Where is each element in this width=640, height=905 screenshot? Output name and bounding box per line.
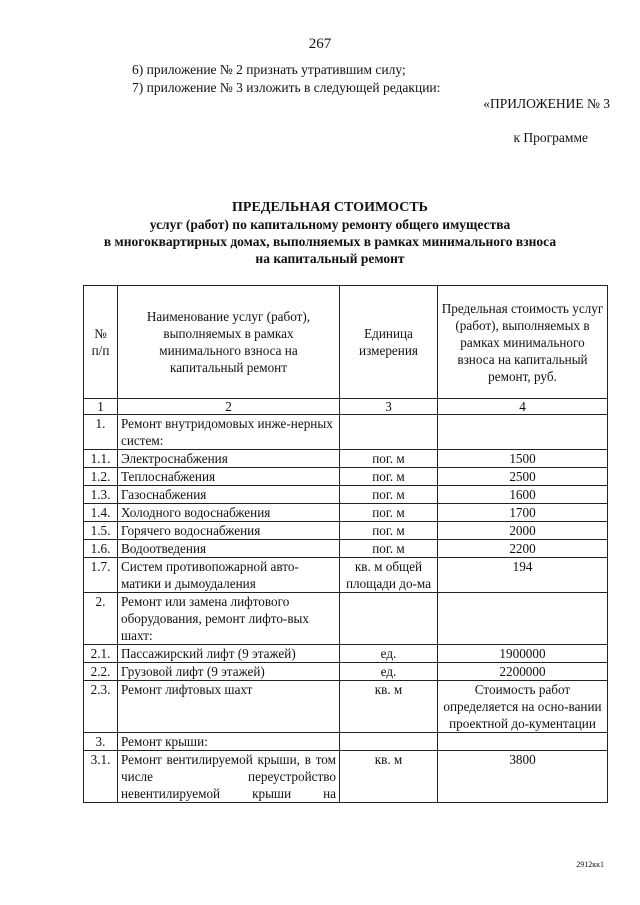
header-service-name: Наименование услуг (работ), выполняемых в рамках минимального взноса на капитальный ремонт bbox=[118, 286, 340, 399]
row-price bbox=[438, 415, 608, 450]
row-number: 1.6. bbox=[84, 540, 118, 558]
row-name: Газоснабжения bbox=[118, 486, 340, 504]
col-number-4: 4 bbox=[438, 399, 608, 415]
row-name: Ремонт лифтовых шахт bbox=[118, 681, 340, 733]
row-name: Ремонт внутридомовых инже-нерных систем: bbox=[118, 415, 340, 450]
row-price: 3800 bbox=[438, 751, 608, 803]
row-name: Грузовой лифт (9 этажей) bbox=[118, 663, 340, 681]
document-code-stamp: 2912кк1 bbox=[576, 860, 604, 869]
row-name: Ремонт вентилируемой крыши, в том числе переустройство невентилируемой крыши на bbox=[118, 751, 340, 803]
amendment-item-7: 7) приложение № 3 изложить в следующей редакции: bbox=[132, 80, 441, 95]
row-name: Пассажирский лифт (9 этажей) bbox=[118, 645, 340, 663]
row-unit bbox=[340, 593, 438, 645]
row-unit bbox=[340, 415, 438, 450]
title-line-2: услуг (работ) по капитальному ремонту общего имущества bbox=[149, 217, 511, 232]
table-row bbox=[84, 450, 608, 468]
row-number: 1.5. bbox=[84, 522, 118, 540]
row-price: 194 bbox=[438, 558, 608, 593]
row-unit: ед. bbox=[340, 663, 438, 681]
row-price: Стоимость работ определяется на осно-вании проектной до-кументации bbox=[438, 681, 608, 733]
table-row bbox=[84, 751, 608, 803]
table-row bbox=[84, 663, 608, 681]
row-name: Систем противопожарной авто-матики и дымоудаления bbox=[118, 558, 340, 593]
row-number: 3. bbox=[84, 733, 118, 751]
table-row bbox=[84, 645, 608, 663]
row-unit: пог. м bbox=[340, 468, 438, 486]
row-unit: кв. м bbox=[340, 751, 438, 803]
row-number: 2.1. bbox=[84, 645, 118, 663]
table-row bbox=[84, 540, 608, 558]
row-name: Электроснабжения bbox=[118, 450, 340, 468]
row-name: Теплоснабжения bbox=[118, 468, 340, 486]
row-number: 2. bbox=[84, 593, 118, 645]
amendment-item-6: 6) приложение № 2 признать утратившим силу; bbox=[132, 62, 406, 77]
table-row bbox=[84, 504, 608, 522]
header-max-cost: Предельная стоимость услуг (работ), выполняемых в рамках минимального взноса на капитальный ремонт, руб. bbox=[438, 286, 608, 399]
row-number: 1.3. bbox=[84, 486, 118, 504]
row-price: 1500 bbox=[438, 450, 608, 468]
row-price: 1600 bbox=[438, 486, 608, 504]
row-number: 1.4. bbox=[84, 504, 118, 522]
page-number: 267 bbox=[308, 36, 332, 52]
row-number: 1.1. bbox=[84, 450, 118, 468]
table-row bbox=[84, 522, 608, 540]
title-line-4: на капитальный ремонт bbox=[255, 251, 405, 266]
cost-table bbox=[83, 285, 608, 803]
header-number: № п/п bbox=[84, 286, 118, 399]
table-row bbox=[84, 558, 608, 593]
row-unit: кв. м bbox=[340, 681, 438, 733]
row-number: 2.3. bbox=[84, 681, 118, 733]
row-price: 2000 bbox=[438, 522, 608, 540]
appendix-label: «ПРИЛОЖЕНИЕ № 3 bbox=[483, 96, 610, 111]
table-row bbox=[84, 593, 608, 645]
table-row bbox=[84, 415, 608, 450]
table-header-numbers bbox=[84, 399, 608, 415]
header-unit: Единица измерения bbox=[340, 286, 438, 399]
col-number-3: 3 bbox=[340, 399, 438, 415]
col-number-2: 2 bbox=[118, 399, 340, 415]
row-unit: пог. м bbox=[340, 522, 438, 540]
appendix-to-program: к Программе bbox=[513, 130, 588, 145]
row-unit: ед. bbox=[340, 645, 438, 663]
table-row bbox=[84, 733, 608, 751]
row-price: 1900000 bbox=[438, 645, 608, 663]
row-number: 3.1. bbox=[84, 751, 118, 803]
document-title bbox=[40, 199, 620, 267]
row-price bbox=[438, 733, 608, 751]
row-number: 1.7. bbox=[84, 558, 118, 593]
table-row bbox=[84, 486, 608, 504]
row-name: Горячего водоснабжения bbox=[118, 522, 340, 540]
table-row bbox=[84, 681, 608, 733]
row-name: Холодного водоснабжения bbox=[118, 504, 340, 522]
row-number: 2.2. bbox=[84, 663, 118, 681]
row-unit bbox=[340, 733, 438, 751]
row-name: Ремонт или замена лифтового оборудования, ремонт лифто-вых шахт: bbox=[118, 593, 340, 645]
row-number: 1.2. bbox=[84, 468, 118, 486]
row-price: 2200000 bbox=[438, 663, 608, 681]
row-name: Ремонт крыши: bbox=[118, 733, 340, 751]
row-unit: пог. м bbox=[340, 450, 438, 468]
title-line-1: ПРЕДЕЛЬНАЯ СТОИМОСТЬ bbox=[232, 200, 428, 215]
row-price: 2200 bbox=[438, 540, 608, 558]
row-unit: пог. м bbox=[340, 540, 438, 558]
table-row bbox=[84, 468, 608, 486]
title-line-3: в многоквартирных домах, выполняемых в рамках минимального взноса bbox=[103, 234, 557, 249]
row-unit: пог. м bbox=[340, 504, 438, 522]
row-unit: пог. м bbox=[340, 486, 438, 504]
row-price: 2500 bbox=[438, 468, 608, 486]
row-name: Водоотведения bbox=[118, 540, 340, 558]
table-header-row bbox=[84, 286, 608, 399]
row-price: 1700 bbox=[438, 504, 608, 522]
row-number: 1. bbox=[84, 415, 118, 450]
row-price bbox=[438, 593, 608, 645]
col-number-1: 1 bbox=[84, 399, 118, 415]
row-unit: кв. м общей площади до-ма bbox=[340, 558, 438, 593]
